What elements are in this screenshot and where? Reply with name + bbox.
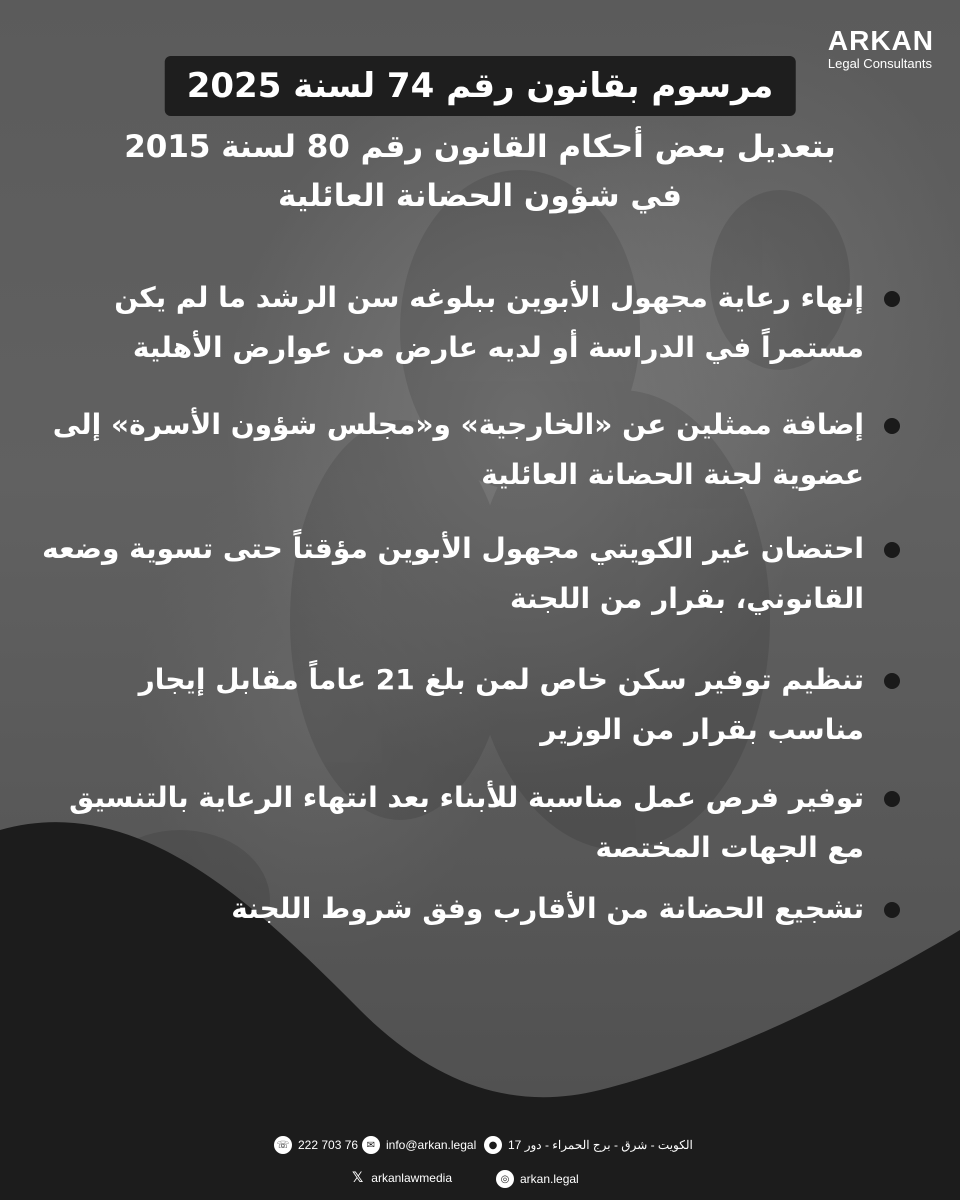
brand-name: ARKAN <box>827 25 934 56</box>
footer-instagram[interactable] <box>496 1170 579 1188</box>
subtitle-line-2: في شؤون الحضانة العائلية <box>277 178 683 214</box>
footer-phone[interactable] <box>274 1136 358 1154</box>
brand-logo <box>828 26 934 72</box>
list-item <box>40 273 900 373</box>
email-address: info@arkan.legal <box>386 1138 477 1152</box>
mail-icon: ✉ <box>362 1136 380 1154</box>
location-icon: ● <box>484 1136 502 1154</box>
page-title: مرسوم بقانون رقم 74 لسنة 2025 <box>186 66 774 106</box>
list-item <box>40 400 900 500</box>
x-handle: arkanlawmedia <box>371 1171 452 1185</box>
list-item-text: إنهاء رعاية مجهول الأبوين ببلوغه سن الرشد ما لم يكن مستمراً في الدراسة أو لديه عارض من عوارض الأهلية <box>114 281 864 364</box>
bullet-icon <box>884 542 900 558</box>
phone-number: 222 703 76 <box>298 1138 359 1152</box>
list-item-text: تنظيم توفير سكن خاص لمن بلغ 21 عاماً مقابل إيجار مناسب بقرار من الوزير <box>138 663 864 746</box>
footer-email[interactable] <box>362 1136 476 1154</box>
list-item-text: توفير فرص عمل مناسبة للأبناء بعد انتهاء الرعاية بالتنسيق مع الجهات المختصة <box>69 781 864 864</box>
bullet-icon <box>884 418 900 434</box>
address-text: الكويت - شرق - برج الحمراء - دور 17 <box>508 1138 693 1152</box>
list-item <box>40 655 900 755</box>
instagram-handle: arkan.legal <box>520 1172 579 1186</box>
title-box <box>165 56 796 116</box>
x-icon: 𝕏 <box>352 1170 364 1186</box>
bullet-icon <box>884 291 900 307</box>
footer-address <box>484 1136 693 1154</box>
list-item-text: إضافة ممثلين عن «الخارجية» و«مجلس شؤون الأسرة» إلى عضوية لجنة الحضانة العائلية <box>52 408 864 491</box>
footer <box>0 1130 960 1200</box>
footer-x[interactable] <box>352 1170 452 1186</box>
list-item <box>40 884 900 934</box>
list-item <box>40 524 900 624</box>
bullet-icon <box>884 791 900 807</box>
list-item <box>40 773 900 873</box>
instagram-icon: ◎ <box>496 1170 514 1188</box>
list-item-text: احتضان غير الكويتي مجهول الأبوين مؤقتاً حتى تسوية وضعه القانوني، بقرار من اللجنة <box>42 532 864 615</box>
bullet-icon <box>884 673 900 689</box>
subtitle-line-1: بتعديل بعض أحكام القانون رقم 80 لسنة 2015 <box>124 129 836 165</box>
bullet-icon <box>884 902 900 918</box>
brand-subtitle: Legal Consultants <box>827 56 932 71</box>
phone-icon: ☏ <box>274 1136 292 1154</box>
list-item-text: تشجيع الحضانة من الأقارب وفق شروط اللجنة <box>231 892 864 925</box>
